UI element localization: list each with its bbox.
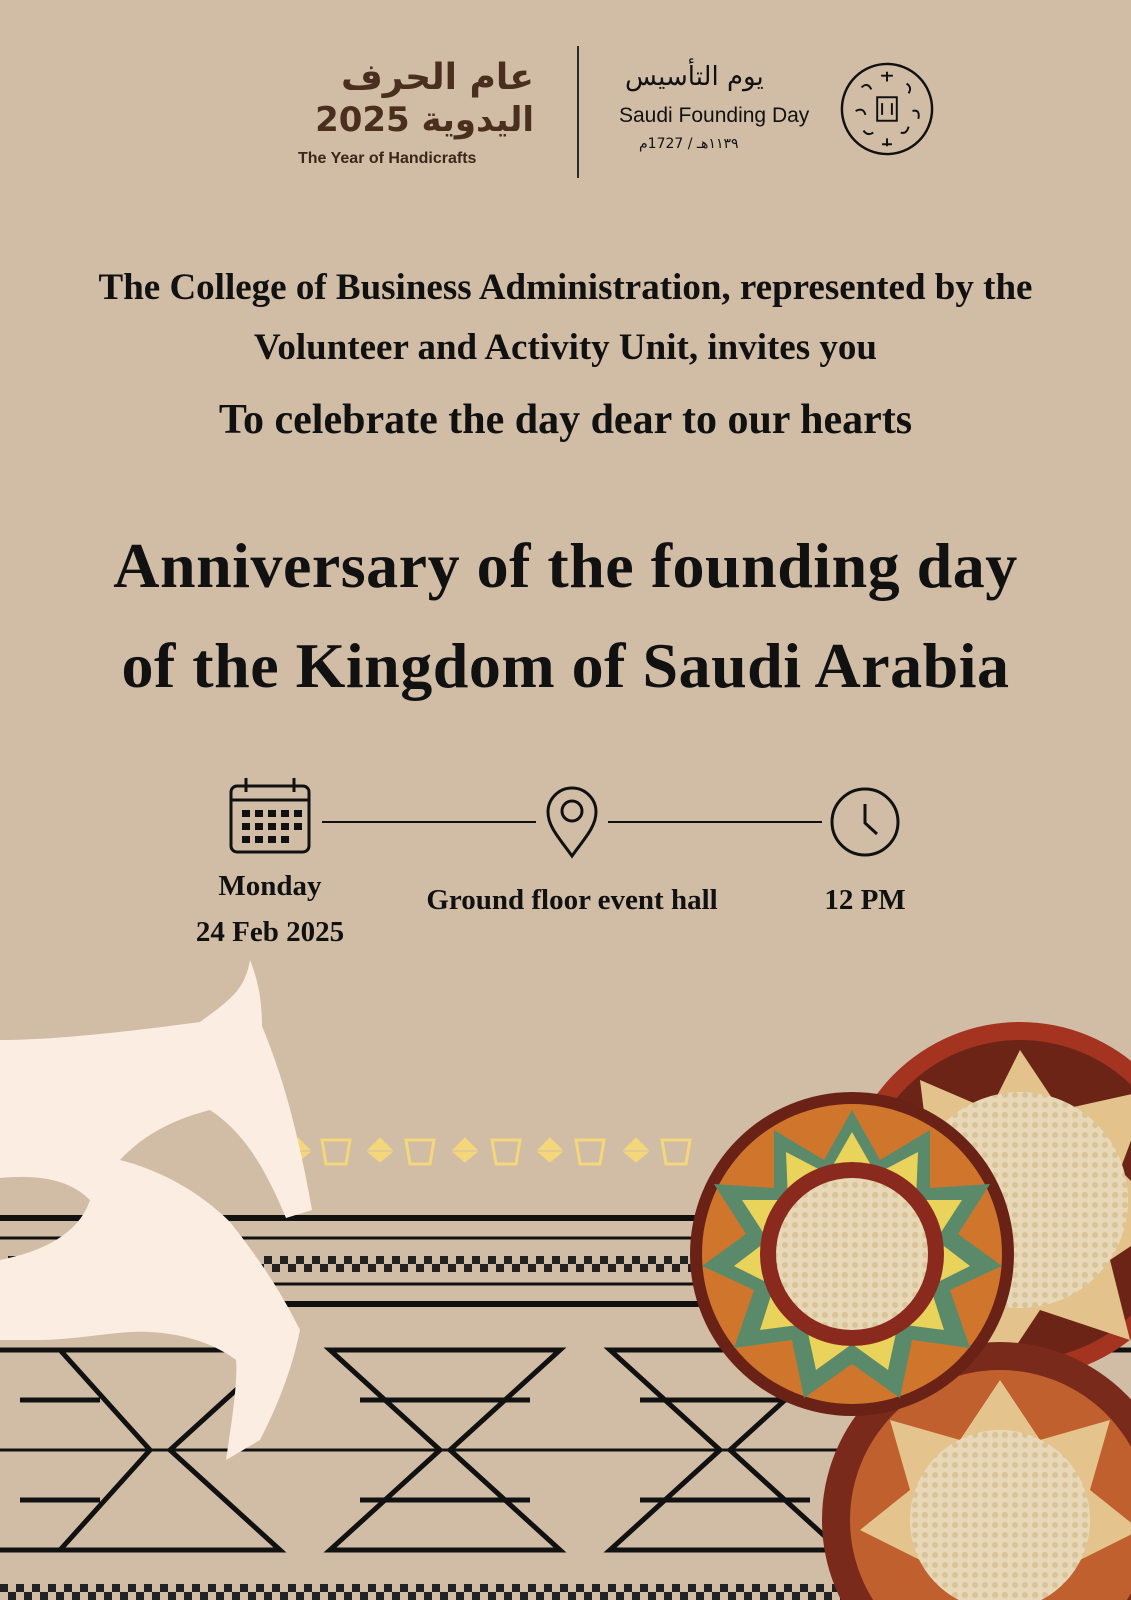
invitation-text (0, 258, 1131, 378)
event-day: Monday (218, 870, 322, 902)
connector-line-2 (608, 821, 822, 823)
location-pin-icon (544, 785, 600, 859)
title-line1: Anniversary of the founding day (113, 530, 1018, 601)
celebrate-line: To celebrate the day dear to our hearts (218, 397, 913, 443)
title-line2: of the Kingdom of Saudi Arabia (121, 630, 1010, 701)
invitation-line1: The College of Business Administration, represented by the (98, 267, 1033, 308)
handicrafts-english: The Year of Handicrafts (298, 150, 477, 167)
event-location: Ground floor event hall (426, 884, 718, 916)
basket-colorful (690, 1092, 1014, 1416)
handicrafts-arabic-line2: اليدوية 2025 (315, 100, 534, 140)
clock-icon (829, 786, 901, 858)
event-title (0, 516, 1131, 716)
decorative-artwork (0, 960, 1131, 1600)
founding-day-date: ١١٣٩هـ / 1727م (639, 136, 739, 152)
logo-divider (577, 46, 579, 178)
founding-day-english: Saudi Founding Day (619, 104, 810, 127)
founding-day-emblem-icon (838, 60, 936, 158)
handicrafts-arabic-line1: عام الحرف (340, 57, 534, 98)
event-time: 12 PM (824, 884, 906, 916)
year-of-handicrafts-logo (292, 58, 542, 176)
event-date: 24 Feb 2025 (195, 916, 345, 948)
invitation-line2: Volunteer and Activity Unit, invites you (254, 327, 877, 368)
calendar-icon (228, 776, 312, 856)
connector-line-1 (322, 821, 536, 823)
horse-silhouette (0, 960, 312, 1460)
founding-day-arabic: يوم التأسيس (625, 62, 764, 92)
